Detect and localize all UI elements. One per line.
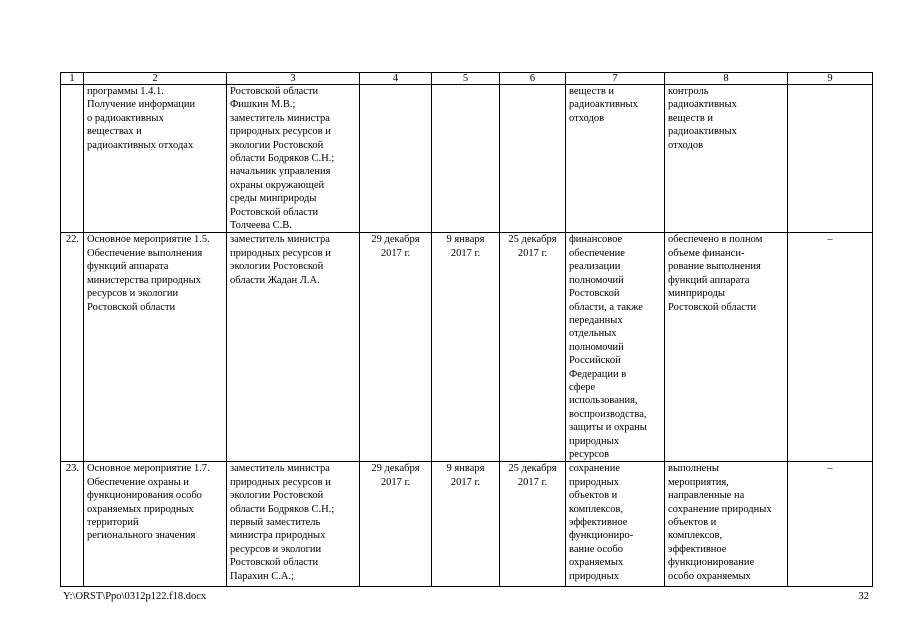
expected-result: веществ и радиоактивных отходов <box>566 85 665 233</box>
column-header: 6 <box>500 73 566 85</box>
date-cell: 9 января 2017 г. <box>432 233 500 462</box>
row-number <box>61 85 84 233</box>
column-number-row <box>61 73 873 85</box>
expected-result: сохранение природных объектов и комплексов, эффективное функциониро- вание особо охраняемых природных <box>566 462 665 587</box>
column-header: 9 <box>788 73 873 85</box>
column-header: 5 <box>432 73 500 85</box>
expected-result: финансовое обеспечение реализации полномочий Ростовской области, а также переданных отдельных полномочий Российской Федерации в сфере использования, воспроизводства, защиты и охраны природных ресурсов <box>566 233 665 462</box>
row-number: 23. <box>61 462 84 587</box>
responsible-executor: Ростовской области Фишкин М.В.; заместитель министра природных ресурсов и экологии Ростовской области Бодряков С.Н.; начальник управления охраны окружающей среды минприроды Ростовской области Толчеева С.В. <box>227 85 360 233</box>
column-header: 3 <box>227 73 360 85</box>
column-header: 7 <box>566 73 665 85</box>
event-name: программы 1.4.1. Получение информации о радиоактивных веществах и радиоактивных отходах <box>84 85 227 233</box>
actual-result: контроль радиоактивных веществ и радиоактивных отходов <box>665 85 788 233</box>
date-cell: 25 декабря 2017 г. <box>500 462 566 587</box>
date-cell: 29 декабря 2017 г. <box>360 462 432 587</box>
date-cell: 25 декабря 2017 г. <box>500 233 566 462</box>
file-path-footer: Y:\ORST\Ppo\0312p122.f18.docx <box>63 591 207 602</box>
note-cell: – <box>788 233 873 462</box>
event-name: Основное мероприятие 1.5. Обеспечение выполнения функций аппарата министерства природных ресурсов и экологии Ростовской области <box>84 233 227 462</box>
column-header: 4 <box>360 73 432 85</box>
date-cell <box>500 85 566 233</box>
date-cell <box>432 85 500 233</box>
note-cell <box>788 85 873 233</box>
row-number: 22. <box>61 233 84 462</box>
page-number: 32 <box>858 591 869 602</box>
column-header: 2 <box>84 73 227 85</box>
table-row <box>61 233 873 462</box>
column-header: 1 <box>61 73 84 85</box>
note-cell: – <box>788 462 873 587</box>
responsible-executor: заместитель министра природных ресурсов и экологии Ростовской области Бодряков С.Н.; первый заместитель министра природных ресурсов и экологии Ростовской области Парахин С.А.; <box>227 462 360 587</box>
table-row <box>61 462 873 587</box>
measures-table <box>60 72 873 587</box>
event-name: Основное мероприятие 1.7. Обеспечение охраны и функционирования особо охраняемых природных территорий регионального значения <box>84 462 227 587</box>
actual-result: обеспечено в полном объеме финанси- рование выполнения функций аппарата минприроды Ростовской области <box>665 233 788 462</box>
date-cell: 9 января 2017 г. <box>432 462 500 587</box>
column-header: 8 <box>665 73 788 85</box>
date-cell <box>360 85 432 233</box>
date-cell: 29 декабря 2017 г. <box>360 233 432 462</box>
actual-result: выполнены мероприятия, направленные на сохранение природных объектов и комплексов, эффективное функционирование особо охраняемых <box>665 462 788 587</box>
responsible-executor: заместитель министра природных ресурсов и экологии Ростовской области Жадан Л.А. <box>227 233 360 462</box>
table-row <box>61 85 873 233</box>
